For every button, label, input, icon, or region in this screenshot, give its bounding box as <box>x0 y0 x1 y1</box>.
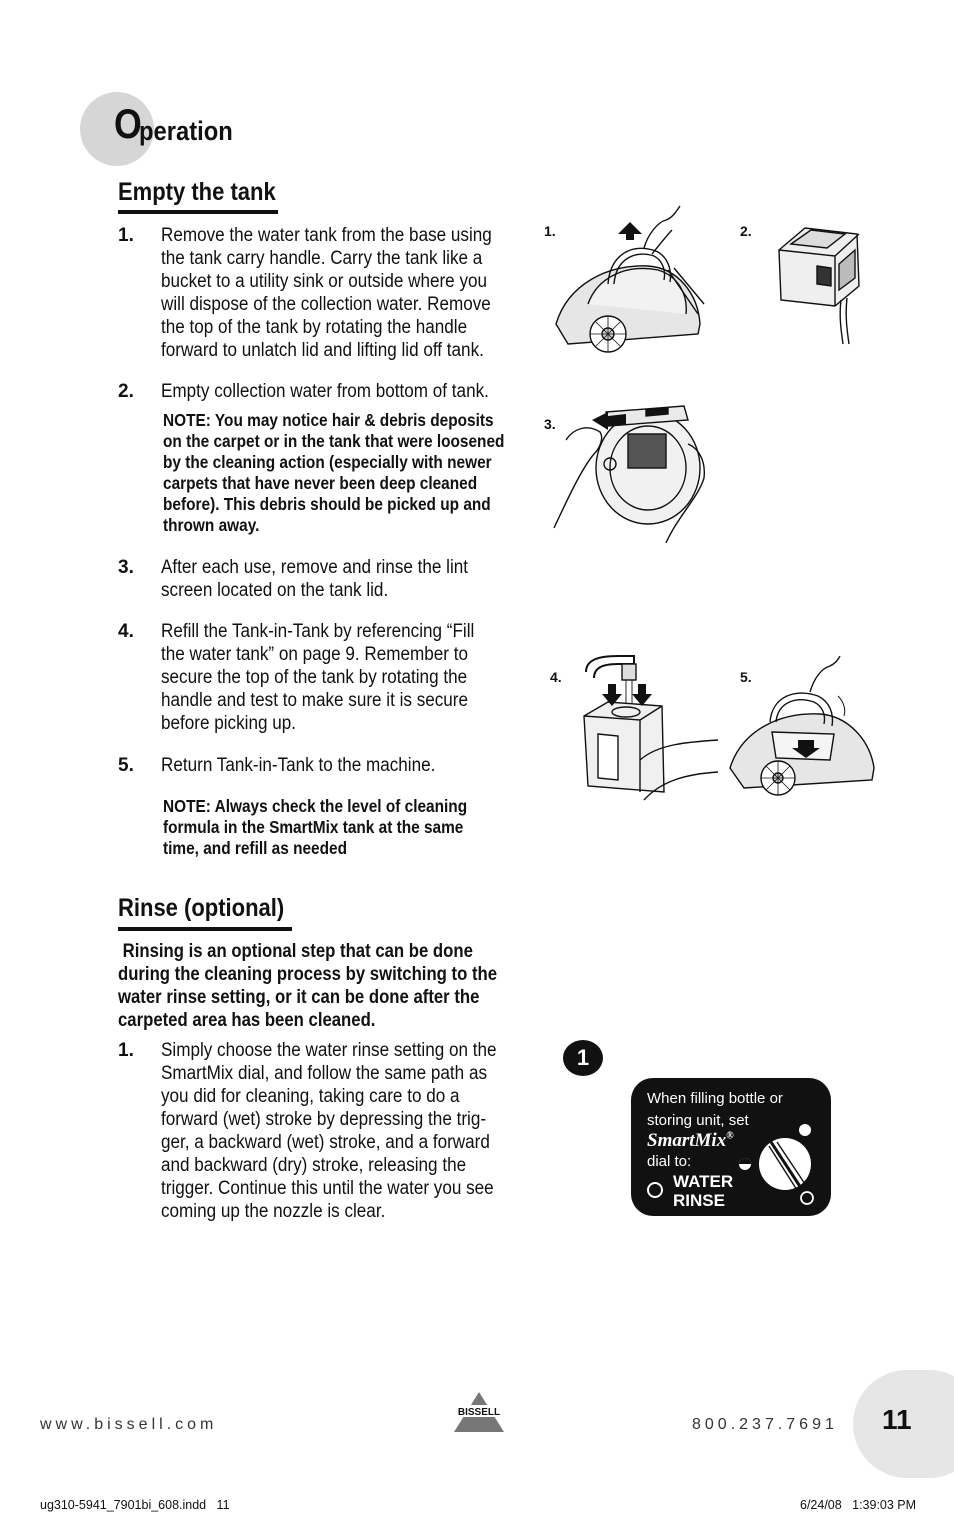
figure-label-1: 1. <box>544 223 556 239</box>
note-debris: NOTE: You may notice hair & debris deposits on the carpet or in the tank that were loosened by the cleaning action (especially with newer carpets that have never been deep cleaned before). This debris should be picked up and thrown away. <box>163 410 505 535</box>
figure-1-illustration <box>548 204 708 364</box>
note-smartmix-level: NOTE: Always check the level of cleaning formula in the SmartMix tank at the same time, and refill as needed <box>163 796 468 858</box>
footer-website: www.bissell.com <box>40 1416 218 1433</box>
heading-rinse: Rinse (optional) <box>118 894 285 922</box>
figure-label-5: 5. <box>740 669 752 685</box>
figure-4-illustration <box>578 650 720 810</box>
page-number: 11 <box>882 1404 912 1435</box>
heading-empty-tank: Empty the tank <box>118 178 276 206</box>
figure-label-3: 3. <box>544 416 556 432</box>
bissell-logo <box>452 1390 506 1439</box>
smartmix-brand: SmartMix® <box>647 1130 734 1151</box>
print-slug-file: ug310-5941_7901bi_608.indd 11 <box>40 1498 230 1512</box>
figure-label-4: 4. <box>550 669 562 685</box>
step-5-text: Return Tank-in-Tank to the machine. <box>161 755 436 776</box>
rinse-step-1-text: Simply choose the water rinse setting on the SmartMix dial, and follow the same path as you did for cleaning, taking care to do a forward (wet) stroke by depressing the trig- ger, a backward (wet) stroke, and a forward and backward (dry) stroke, releasing the trigger. Continue this until the water you see coming up the nozzle is clear. <box>161 1040 497 1222</box>
step-number: 2. <box>118 381 134 402</box>
step-3-text: After each use, remove and rinse the lint screen located on the tank lid. <box>161 557 469 601</box>
water-rinse-setting: WATER RINSE <box>673 1172 734 1210</box>
step-4-text: Refill the Tank-in-Tank by referencing “Fill the water tank” on page 9. Remember to secure the top of the tank by rotating the handle and test to make sure it is secure before picking up. <box>161 621 475 734</box>
dial-icon <box>731 1118 827 1214</box>
figure-label-2: 2. <box>740 223 752 239</box>
step-number: 4. <box>118 621 134 642</box>
footer-phone: 800.237.7691 <box>692 1416 838 1433</box>
dial-instructions-end: dial to: <box>647 1153 692 1170</box>
print-slug-date: 6/24/08 1:39:03 PM <box>800 1498 917 1512</box>
dial-instructions: When filling bottle or storing unit, set <box>647 1090 783 1129</box>
rinse-intro: Rinsing is an optional step that can be done during the cleaning process by switching to the water rinse setting, or it can be done after the carpeted area has been cleaned. <box>118 941 498 1031</box>
step-number: 1. <box>118 1040 134 1061</box>
figure-2-illustration <box>775 220 865 345</box>
figure-3-illustration <box>548 398 713 543</box>
step-number: 5. <box>118 755 134 776</box>
radio-circle-icon <box>647 1182 663 1198</box>
smartmix-dial-label <box>631 1078 831 1216</box>
svg-text:BISSELL: BISSELL <box>457 1407 501 1418</box>
section-title-initial: O <box>114 100 141 147</box>
heading-underline <box>118 927 292 931</box>
step-number: 1. <box>118 225 134 246</box>
section-title: peration <box>139 116 233 146</box>
step-badge: 1 <box>563 1040 603 1076</box>
step-1-text: Remove the water tank from the base using the tank carry handle. Carry the tank like a bucket to a utility sink or outside where you will dispose of the collection water. Remove the top of the tank by rotating the handle forward to unlatch lid and lifting lid off tank. <box>161 225 492 361</box>
heading-underline <box>118 210 278 214</box>
figure-5-illustration <box>726 656 878 802</box>
step-2-text: Empty collection water from bottom of tank. <box>161 381 489 402</box>
step-number: 3. <box>118 557 134 578</box>
